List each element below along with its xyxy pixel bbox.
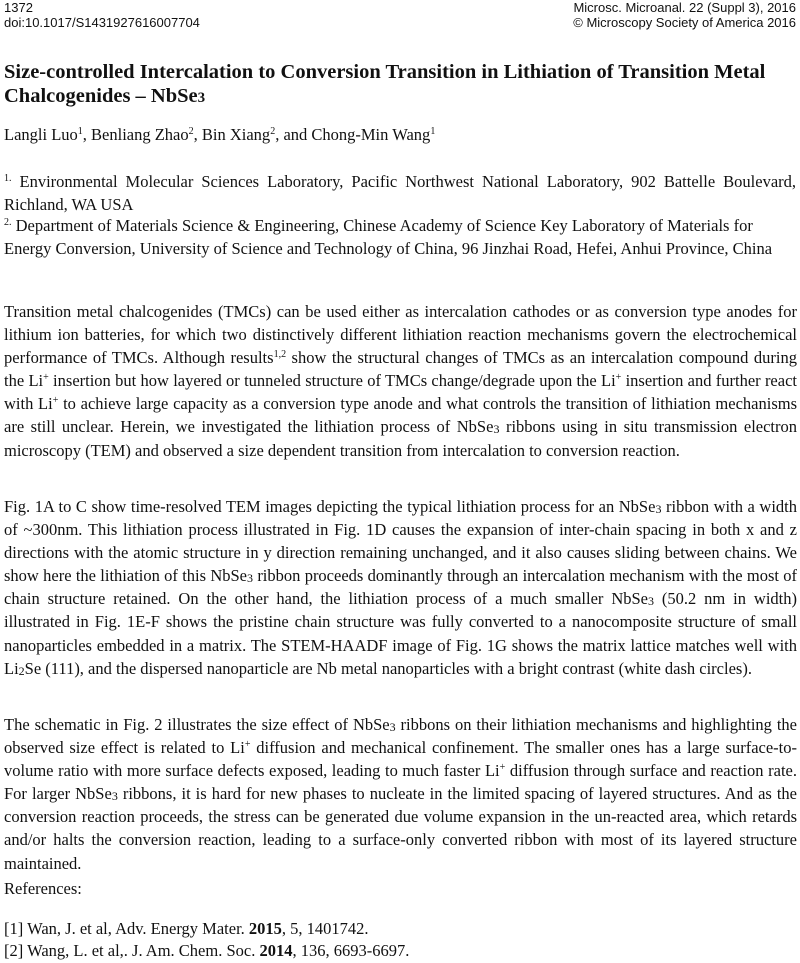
author-name: Benliang Zhao	[91, 125, 189, 144]
copyright-notice: © Microscopy Society of America 2016	[573, 15, 796, 30]
journal-citation: Microsc. Microanal. 22 (Suppl 3), 2016	[573, 0, 796, 15]
body-paragraph-1: Transition metal chalcogenides (TMCs) can be used either as intercalation cathodes or as conversion type anodes for lithium ion batteries, for which two distinctively different lithiation reaction mechanisms govern the electrochemical performance of TMCs. Although results$^{1,2}$ show the structural changes of TMCs as an intercalation compound during the Li+ insertion but how layered or tunneled structure of TMCs change/degrade upon the Li+ insertion and further react with Li+ to achieve large capacity as a conversion type anode and what controls the transition of lithiation mechanisms are still unclear. Herein, we investigated the lithiation process of NbSe$_3$ ribbons using in situ transmission electron microscopy (TEM) and observed a size dependent transition from intercalation to conversion reaction.	[4, 302, 798, 460]
author-list: Langli Luo$^1$, Benliang Zhao$^2$, Bin Xiang$^2$, and Chong-Min Wang$^1$	[4, 125, 436, 144]
author-name: Chong-Min Wang	[311, 125, 431, 144]
reference-item: [2] Wang, L. et al,. J. Am. Chem. Soc. 2014, 136, 6693-6697.	[4, 941, 410, 960]
affiliation-2: $^{2.}$ Department of Materials Science & Engineering, Chinese Academy of Science Key Laboratory of Materials for Energy Conversion, University of Science and Technology of China, 96 Jinzhai Road, Hefei, Anhui Province, China	[4, 216, 773, 258]
references-heading: References:	[4, 879, 82, 898]
header-left	[4, 0, 200, 30]
affiliation-1: $^{1.}$ Environmental Molecular Sciences Laboratory, Pacific Northwest National Laboratory, 902 Battelle Boulevard, Richland, WA USA	[4, 172, 797, 214]
page-number: 1372	[4, 0, 33, 15]
reference-item: [1] Wan, J. et al, Adv. Energy Mater. 2015, 5, 1401742.	[4, 919, 369, 938]
doi: doi:10.1017/S1431927616007704	[4, 15, 200, 30]
body-paragraph-3: The schematic in Fig. 2 illustrates the size effect of NbSe$_3$ ribbons on their lithiation mechanisms and highlighting the observed size effect is related to Li+ diffusion and mechanical confinement. The smaller ones has a large surface-to-volume ratio with more surface defects exposed, leading to much faster Li+ diffusion through surface and reaction rate. For larger NbSe$_3$ ribbons, it is hard for new phases to nucleate in the limited spacing of layered structures. And as the conversion reaction proceeds, the stress can be generated due volume expansion in the un-reacted area, which retards and/or halts the conversion reaction, leading to a surface-only converted ribbon with most of its layered structure maintained.	[4, 715, 797, 873]
author-name: Langli Luo	[4, 125, 78, 144]
body-paragraph-2: Fig. 1A to C show time-resolved TEM images depicting the typical lithiation process for an NbSe$_3$ ribbon with a width of ~300nm. This lithiation process illustrated in Fig. 1D causes the expansion of inter-chain spacing in both x and z directions with the atomic structure in y direction remaining unchanged, and it also causes sliding between chains. We show here the lithiation of this NbSe$_3$ ribbon proceeds dominantly through an intercalation mechanism with the most of chain structure retained. On the other hand, the lithiation process of a much smaller NbSe$_3$ (50.2 nm in width) illustrated in Fig. 1E-F shows the pristine chain structure was fully converted to a nanocomposite structure of small nanoparticles embedded in a matrix. The STEM-HAADF image of Fig. 1G shows the matrix lattice matches well with $Li_2Se$ (111), and the dispersed nanoparticle are Nb metal nanoparticles with a bright contrast (white dash circles).	[4, 497, 797, 678]
header-right	[573, 0, 796, 30]
title-subscript: 3	[197, 90, 206, 106]
author-name: Bin Xiang	[201, 125, 271, 144]
paper-title: Size-controlled Intercalation to Conversion Transition in Lithiation of Transition Metal Chalcogenides – NbSe3	[4, 61, 766, 107]
